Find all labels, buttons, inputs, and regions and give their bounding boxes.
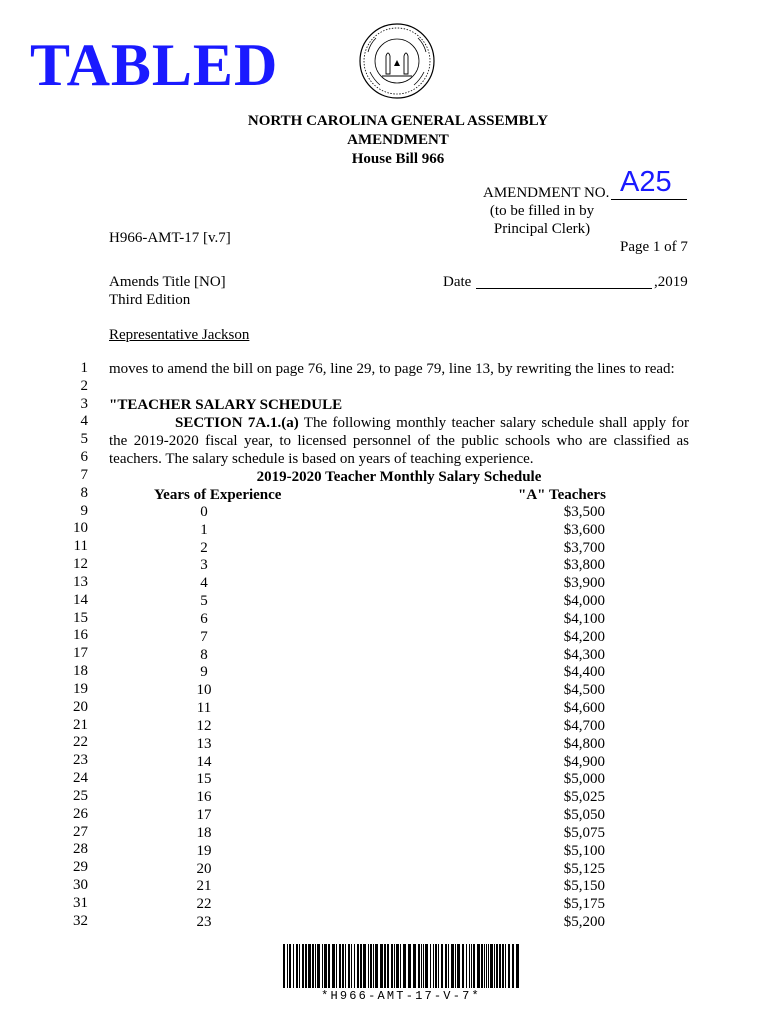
salary-cell: $5,075 <box>563 824 605 841</box>
salary-cell: $4,100 <box>563 610 605 627</box>
years-cell: 16 <box>196 789 212 806</box>
table-row <box>109 611 689 629</box>
salary-cell: $5,000 <box>563 771 605 788</box>
line-number: 21 <box>73 716 88 733</box>
salary-cell: $5,100 <box>563 842 605 859</box>
table-row <box>109 682 689 700</box>
years-cell: 4 <box>200 575 208 592</box>
barcode-icon <box>283 944 519 988</box>
date-blank <box>476 288 652 289</box>
section-label: SECTION 7A.1.(a) <box>175 415 299 431</box>
line-number: 11 <box>73 538 88 555</box>
line-number: 16 <box>73 627 88 644</box>
clerk-note-line2: Principal Clerk) <box>493 221 591 237</box>
table-row <box>109 825 689 843</box>
section-paragraph-line3: teachers. The salary schedule is based on years of teaching experience. <box>109 451 534 467</box>
line-number: 26 <box>73 805 88 822</box>
barcode-text: *H966-AMT-17-V-7* <box>321 989 481 1003</box>
line-number: 9 <box>80 502 88 519</box>
line-number: 6 <box>80 449 88 466</box>
line-number: 18 <box>73 663 88 680</box>
assembly-title: NORTH CAROLINA GENERAL ASSEMBLY <box>247 113 549 129</box>
line-number: 10 <box>73 520 88 537</box>
line-number: 1 <box>80 360 88 376</box>
line-number: 32 <box>73 912 88 929</box>
salary-cell: $4,200 <box>563 628 605 645</box>
years-cell: 2 <box>200 539 208 556</box>
table-row <box>109 861 689 879</box>
line-number: 20 <box>73 698 88 715</box>
years-cell: 14 <box>196 753 212 770</box>
line-number: 7 <box>80 466 88 483</box>
line-number: 25 <box>73 787 88 804</box>
table-row <box>109 593 689 611</box>
line-number: 4 <box>80 413 88 430</box>
salary-cell: $3,600 <box>563 521 605 538</box>
salary-cell: $4,500 <box>563 682 605 699</box>
salary-cell: $4,400 <box>563 664 605 681</box>
table-row <box>109 807 689 825</box>
table-row <box>109 557 689 575</box>
col-salary-header: "A" Teachers <box>518 487 606 503</box>
section-paragraph-line2: the 2019-2020 fiscal year, to licensed personnel of the public schools who are classified as <box>109 433 689 449</box>
tabled-stamp: TABLED <box>30 32 279 98</box>
line-number: 28 <box>73 841 88 858</box>
years-cell: 1 <box>200 521 208 538</box>
line-number: 22 <box>73 734 88 751</box>
years-cell: 12 <box>196 717 212 734</box>
table-row <box>109 878 689 896</box>
document-id: H966-AMT-17 [v.7] <box>109 230 231 246</box>
years-cell: 10 <box>196 682 212 699</box>
table-title: 2019-2020 Teacher Monthly Salary Schedule <box>256 469 542 485</box>
table-row <box>109 896 689 914</box>
salary-cell: $4,800 <box>563 735 605 752</box>
salary-cell: $5,200 <box>563 914 605 931</box>
sponsor: Representative Jackson <box>109 327 250 343</box>
salary-cell: $3,900 <box>563 575 605 592</box>
years-cell: 22 <box>196 896 212 913</box>
salary-cell: $5,125 <box>563 860 605 877</box>
section-text: The following monthly teacher salary schedule shall apply for <box>303 415 689 431</box>
salary-cell: $3,800 <box>563 557 605 574</box>
years-cell: 17 <box>196 807 212 824</box>
table-row <box>109 771 689 789</box>
table-row <box>109 736 689 754</box>
years-cell: 13 <box>196 735 212 752</box>
state-seal-icon <box>358 22 436 100</box>
line-number: 27 <box>73 823 88 840</box>
salary-cell: $5,150 <box>563 878 605 895</box>
clerk-note <box>466 202 618 238</box>
salary-cell: $5,175 <box>563 896 605 913</box>
table-row <box>109 522 689 540</box>
date-label: Date <box>443 274 472 290</box>
line-number: 2 <box>80 377 88 394</box>
years-cell: 15 <box>196 771 212 788</box>
line-number: 15 <box>73 609 88 626</box>
table-row <box>109 914 689 932</box>
line-number: 3 <box>80 395 88 412</box>
table-row <box>109 504 689 522</box>
years-cell: 6 <box>200 610 208 627</box>
years-cell: 23 <box>196 914 212 931</box>
schedule-heading: "TEACHER SALARY SCHEDULE <box>109 397 343 413</box>
line-number: 19 <box>73 680 88 697</box>
table-row <box>109 718 689 736</box>
line-number: 29 <box>73 859 88 876</box>
years-cell: 21 <box>196 878 212 895</box>
edition: Third Edition <box>109 292 191 308</box>
table-row <box>109 540 689 558</box>
salary-cell: $4,900 <box>563 753 605 770</box>
line-numbers <box>40 360 88 931</box>
years-cell: 9 <box>200 664 208 681</box>
salary-cell: $4,700 <box>563 717 605 734</box>
amendment-number-blank <box>611 199 687 200</box>
salary-cell: $5,025 <box>563 789 605 806</box>
line-number: 23 <box>73 752 88 769</box>
years-cell: 0 <box>200 504 208 520</box>
amendment-number-label: AMENDMENT NO. <box>483 185 610 201</box>
salary-cell: $4,000 <box>563 593 605 610</box>
table-row <box>109 754 689 772</box>
table-row <box>109 700 689 718</box>
years-cell: 11 <box>196 700 212 717</box>
years-cell: 8 <box>200 646 208 663</box>
amendment-number-value: A25 <box>620 166 672 198</box>
years-cell: 7 <box>200 628 208 645</box>
date-year: ,2019 <box>654 274 688 290</box>
line-number: 30 <box>73 877 88 894</box>
table-row <box>109 789 689 807</box>
line-number: 13 <box>73 573 88 590</box>
years-cell: 5 <box>200 593 208 610</box>
table-row <box>109 575 689 593</box>
years-cell: 20 <box>196 860 212 877</box>
salary-cell: $4,600 <box>563 700 605 717</box>
col-years-header: Years of Experience <box>154 487 282 503</box>
line-number: 14 <box>73 591 88 608</box>
salary-cell: $4,300 <box>563 646 605 663</box>
table-row <box>109 843 689 861</box>
line-number: 31 <box>73 894 88 911</box>
table-row <box>109 629 689 647</box>
salary-cell: $3,700 <box>563 539 605 556</box>
page-indicator: Page 1 of 7 <box>620 239 688 255</box>
clerk-note-line1: (to be filled in by <box>489 203 595 219</box>
salary-table <box>109 504 689 932</box>
motion-text: moves to amend the bill on page 76, line 29, to page 79, line 13, by rewriting the lines to read: <box>109 361 675 377</box>
line-number: 24 <box>73 770 88 787</box>
document-type: AMENDMENT <box>347 132 449 148</box>
years-cell: 18 <box>196 824 212 841</box>
years-cell: 3 <box>200 557 208 574</box>
section-paragraph-line1 <box>109 414 689 432</box>
salary-cell: $3,500 <box>563 504 605 520</box>
line-number: 8 <box>80 484 88 501</box>
amends-title: Amends Title [NO] <box>109 274 226 290</box>
bill-number: House Bill 966 <box>351 151 445 167</box>
salary-cell: $5,050 <box>563 807 605 824</box>
table-row <box>109 664 689 682</box>
line-number: 12 <box>73 556 88 573</box>
years-cell: 19 <box>196 842 212 859</box>
line-number: 17 <box>73 645 88 662</box>
line-number: 5 <box>80 431 88 448</box>
table-row <box>109 647 689 665</box>
